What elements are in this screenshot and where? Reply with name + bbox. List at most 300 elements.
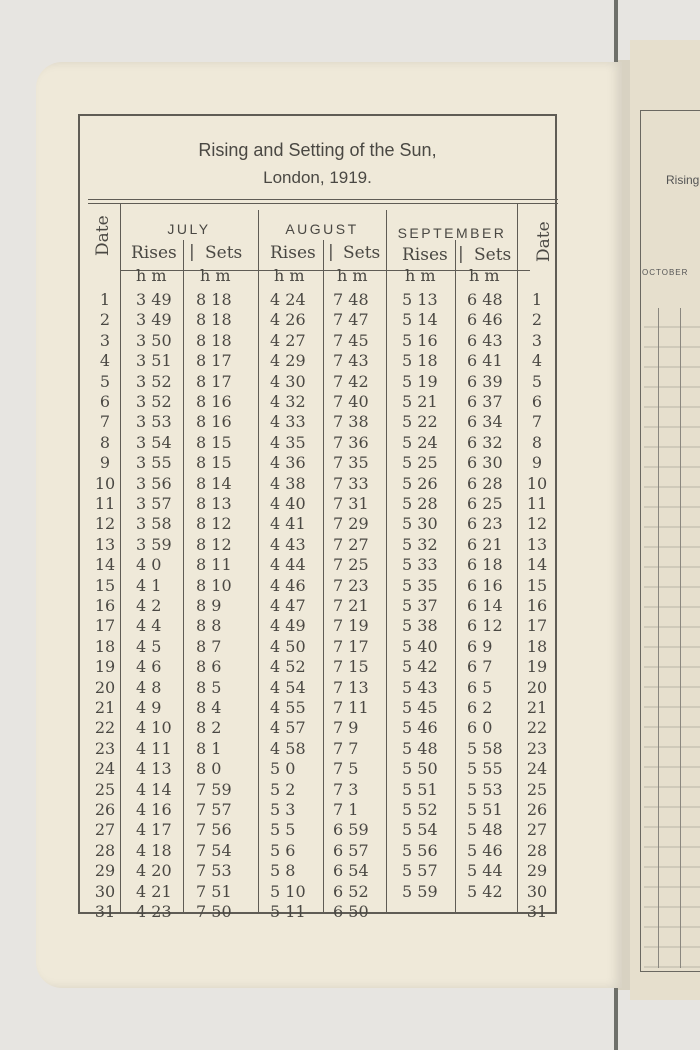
date-cell: 26 <box>94 800 116 819</box>
july-rises: 3 53 <box>136 412 172 432</box>
table-row <box>0 494 700 516</box>
date-cell: 20 <box>94 677 116 697</box>
july-sets: 8 18 <box>196 290 232 309</box>
sets-label: Sets <box>343 243 381 263</box>
september-rises: 5 57 <box>402 861 438 881</box>
july-sets: 8 6 <box>196 657 222 677</box>
september-rises: 5 18 <box>402 351 438 371</box>
august-rises: 5 8 <box>270 861 296 881</box>
table-row <box>0 576 700 598</box>
separator: | <box>458 244 464 264</box>
date-header-right: Date <box>534 221 554 262</box>
july-rises: 3 58 <box>136 514 172 534</box>
date-cell-right: 20 <box>526 677 548 697</box>
september-rises: 5 50 <box>402 759 438 779</box>
date-cell-right: 23 <box>526 738 548 758</box>
september-sets: 5 51 <box>467 800 503 819</box>
sets-label: Sets <box>474 245 512 265</box>
september-rises: 5 51 <box>402 779 438 799</box>
date-cell: 16 <box>94 596 116 615</box>
july-rises: 4 0 <box>136 555 162 575</box>
september-sets: 6 46 <box>467 310 503 330</box>
table-row <box>0 820 700 842</box>
units-label: h m <box>274 266 305 285</box>
august-rises: 5 2 <box>270 779 296 799</box>
july-sets: 8 16 <box>196 392 232 411</box>
july-sets: 8 18 <box>196 310 232 330</box>
august-rises: 4 44 <box>270 555 306 575</box>
date-cell: 29 <box>94 861 116 881</box>
september-sets: 6 32 <box>467 432 503 452</box>
july-rises: 3 56 <box>136 473 172 493</box>
september-sets: 6 43 <box>467 330 503 350</box>
july-rises: 4 13 <box>136 759 172 779</box>
date-cell: 6 <box>99 392 111 411</box>
date-cell: 17 <box>94 616 116 636</box>
august-rises: 5 5 <box>270 820 296 840</box>
date-cell: 23 <box>94 738 116 758</box>
header-rule <box>88 203 558 204</box>
august-sets: 7 33 <box>333 473 369 493</box>
august-sets: 7 13 <box>333 677 369 697</box>
august-sets: 7 23 <box>333 575 369 595</box>
september-sets: 6 2 <box>467 698 493 717</box>
august-rises: 4 36 <box>270 453 306 473</box>
august-sets: 7 3 <box>333 779 359 799</box>
date-cell-right: 19 <box>526 657 548 677</box>
table-row <box>0 882 700 904</box>
september-sets: 6 28 <box>467 473 503 493</box>
separator: | <box>328 242 334 262</box>
date-cell-right: 3 <box>531 330 543 350</box>
date-cell-right: 28 <box>526 840 548 860</box>
september-sets: 6 7 <box>467 657 493 677</box>
date-cell: 10 <box>94 473 116 493</box>
date-cell: 4 <box>99 351 111 371</box>
september-rises: 5 30 <box>402 514 438 534</box>
august-sets: 7 21 <box>333 596 369 615</box>
august-rises: 4 40 <box>270 494 306 513</box>
table-row <box>0 698 700 720</box>
september-rises: 5 22 <box>402 412 438 432</box>
date-cell-right: 1 <box>531 290 543 309</box>
august-sets: 7 5 <box>333 759 359 779</box>
table-row <box>0 759 700 781</box>
july-rises: 4 8 <box>136 677 162 697</box>
july-rises: 3 57 <box>136 494 172 513</box>
july-rises: 4 2 <box>136 596 162 615</box>
august-sets: 7 45 <box>333 330 369 350</box>
july-sets: 7 53 <box>196 861 232 881</box>
july-rises: 4 21 <box>136 881 172 901</box>
july-rises: 3 52 <box>136 371 172 391</box>
august-sets: 7 42 <box>333 371 369 391</box>
july-sets: 8 12 <box>196 514 232 534</box>
header-rule <box>88 199 558 200</box>
july-sets: 8 1 <box>196 738 222 758</box>
next-page-month: OCTOBER <box>642 268 689 277</box>
table-row <box>0 678 700 700</box>
september-rises: 5 24 <box>402 432 438 452</box>
date-cell: 7 <box>99 412 111 432</box>
august-rises: 4 43 <box>270 534 306 554</box>
july-rises: 3 52 <box>136 392 172 411</box>
september-rises: 5 52 <box>402 800 438 819</box>
table-row <box>0 453 700 475</box>
july-sets: 8 9 <box>196 596 222 615</box>
date-cell-right: 26 <box>526 800 548 819</box>
september-rises: 5 42 <box>402 657 438 677</box>
august-rises: 5 10 <box>270 881 306 901</box>
august-rises: 5 6 <box>270 840 296 860</box>
july-rises: 4 16 <box>136 800 172 819</box>
july-rises: 3 51 <box>136 351 172 371</box>
august-sets: 7 38 <box>333 412 369 432</box>
july-rises: 4 10 <box>136 718 172 738</box>
table-row <box>0 412 700 434</box>
august-sets: 7 17 <box>333 636 369 656</box>
september-rises: 5 26 <box>402 473 438 493</box>
september-sets: 5 46 <box>467 840 503 860</box>
units-label: h m <box>405 266 436 285</box>
month-august: AUGUST <box>285 221 359 237</box>
august-sets: 6 59 <box>333 820 369 840</box>
september-rises: 5 48 <box>402 738 438 758</box>
july-rises: 4 20 <box>136 861 172 881</box>
table-row <box>0 861 700 883</box>
september-rises: 5 19 <box>402 371 438 391</box>
rises-label: Rises <box>131 243 177 263</box>
september-sets: 5 48 <box>467 820 503 840</box>
july-sets: 8 5 <box>196 677 222 697</box>
august-sets: 7 9 <box>333 718 359 738</box>
date-cell-right: 16 <box>526 596 548 615</box>
august-sets: 6 50 <box>333 902 369 921</box>
july-rises: 3 55 <box>136 453 172 473</box>
september-sets: 6 34 <box>467 412 503 432</box>
table-row <box>0 902 700 924</box>
august-rises: 4 27 <box>270 330 306 350</box>
table-title: Rising and Setting of the Sun, <box>198 140 437 160</box>
table-row <box>0 657 700 679</box>
units-label: h m <box>337 266 368 285</box>
date-cell-right: 6 <box>531 392 543 411</box>
august-rises: 4 33 <box>270 412 306 432</box>
table-row <box>0 310 700 332</box>
july-sets: 8 17 <box>196 371 232 391</box>
august-rises: 4 38 <box>270 473 306 493</box>
august-rises: 4 57 <box>270 718 306 738</box>
july-sets: 8 12 <box>196 534 232 554</box>
july-sets: 8 2 <box>196 718 222 738</box>
table-row <box>0 474 700 496</box>
august-sets: 7 31 <box>333 494 369 513</box>
august-rises: 4 24 <box>270 290 306 309</box>
rises-label: Rises <box>270 243 316 263</box>
date-cell: 21 <box>94 698 116 717</box>
date-cell-right: 22 <box>526 718 548 738</box>
date-cell-right: 18 <box>526 636 548 656</box>
august-sets: 7 48 <box>333 290 369 309</box>
august-rises: 4 30 <box>270 371 306 391</box>
table-row <box>0 596 700 618</box>
august-rises: 4 50 <box>270 636 306 656</box>
july-rises: 4 4 <box>136 616 162 636</box>
date-cell: 2 <box>99 310 111 330</box>
date-cell-right: 15 <box>526 575 548 595</box>
august-rises: 5 11 <box>270 902 306 921</box>
date-cell-right: 5 <box>531 371 543 391</box>
date-cell-right: 2 <box>531 310 543 330</box>
july-sets: 8 13 <box>196 494 232 513</box>
august-rises: 4 32 <box>270 392 306 411</box>
august-rises: 4 35 <box>270 432 306 452</box>
august-sets: 7 27 <box>333 534 369 554</box>
date-cell: 13 <box>94 534 116 554</box>
august-rises: 4 41 <box>270 514 306 534</box>
table-row <box>0 535 700 557</box>
date-cell-right: 13 <box>526 534 548 554</box>
date-cell: 8 <box>99 432 111 452</box>
units-label: h m <box>469 266 500 285</box>
august-sets: 7 25 <box>333 555 369 575</box>
date-cell-right: 14 <box>526 555 548 575</box>
units-label: h m <box>200 266 231 285</box>
july-rises: 4 18 <box>136 840 172 860</box>
august-sets: 7 35 <box>333 453 369 473</box>
august-sets: 6 57 <box>333 840 369 860</box>
table-row <box>0 780 700 802</box>
date-cell: 28 <box>94 840 116 860</box>
september-rises: 5 56 <box>402 840 438 860</box>
table-row <box>0 739 700 761</box>
date-cell-right: 11 <box>526 494 548 513</box>
date-cell: 24 <box>94 759 116 779</box>
date-cell-right: 24 <box>526 759 548 779</box>
september-sets: 6 0 <box>467 718 493 738</box>
september-sets: 5 42 <box>467 881 503 901</box>
august-sets: 6 52 <box>333 881 369 901</box>
september-sets: 5 44 <box>467 861 503 881</box>
july-sets: 8 4 <box>196 698 222 717</box>
september-sets: 6 48 <box>467 290 503 309</box>
september-sets: 6 18 <box>467 555 503 575</box>
august-rises: 4 46 <box>270 575 306 595</box>
date-cell-right: 12 <box>526 514 548 534</box>
september-rises: 5 43 <box>402 677 438 697</box>
table-row <box>0 331 700 353</box>
august-rises: 4 26 <box>270 310 306 330</box>
table-row <box>0 433 700 455</box>
date-cell-right: 30 <box>526 881 548 901</box>
september-rises: 5 45 <box>402 698 438 717</box>
date-cell-right: 29 <box>526 861 548 881</box>
july-sets: 8 17 <box>196 351 232 371</box>
september-rises: 5 16 <box>402 330 438 350</box>
date-cell-right: 17 <box>526 616 548 636</box>
date-cell: 9 <box>99 453 111 473</box>
september-sets: 5 55 <box>467 759 503 779</box>
july-sets: 8 15 <box>196 432 232 452</box>
september-rises: 5 46 <box>402 718 438 738</box>
july-sets: 8 11 <box>196 555 232 575</box>
july-sets: 8 0 <box>196 759 222 779</box>
september-rises: 5 37 <box>402 596 438 615</box>
july-rises: 4 11 <box>136 738 172 758</box>
date-cell: 27 <box>94 820 116 840</box>
august-sets: 7 47 <box>333 310 369 330</box>
september-rises: 5 35 <box>402 575 438 595</box>
september-sets: 6 12 <box>467 616 503 636</box>
september-sets: 6 25 <box>467 494 503 513</box>
july-sets: 7 59 <box>196 779 232 799</box>
date-cell-right: 4 <box>531 351 543 371</box>
september-sets: 6 9 <box>467 636 493 656</box>
table-row <box>0 514 700 536</box>
july-rises: 4 17 <box>136 820 172 840</box>
august-rises: 4 58 <box>270 738 306 758</box>
date-cell: 25 <box>94 779 116 799</box>
date-cell-right: 31 <box>526 902 548 921</box>
next-page-title: Rising <box>666 173 700 187</box>
august-rises: 4 55 <box>270 698 306 717</box>
date-cell-right: 7 <box>531 412 543 432</box>
table-row <box>0 637 700 659</box>
july-sets: 8 14 <box>196 473 232 493</box>
july-rises: 3 50 <box>136 330 172 350</box>
date-cell: 19 <box>94 657 116 677</box>
august-rises: 4 54 <box>270 677 306 697</box>
july-sets: 8 18 <box>196 330 232 350</box>
date-cell-right: 10 <box>526 473 548 493</box>
august-sets: 7 19 <box>333 616 369 636</box>
july-sets: 8 8 <box>196 616 222 636</box>
july-rises: 4 1 <box>136 575 162 595</box>
august-rises: 4 29 <box>270 351 306 371</box>
september-sets: 5 58 <box>467 738 503 758</box>
date-cell: 15 <box>94 575 116 595</box>
september-rises: 5 40 <box>402 636 438 656</box>
july-sets: 7 50 <box>196 902 232 921</box>
date-cell: 11 <box>94 494 116 513</box>
july-rises: 4 9 <box>136 698 162 717</box>
rises-label: Rises <box>402 245 448 265</box>
september-sets: 6 37 <box>467 392 503 411</box>
table-row <box>0 372 700 394</box>
date-cell: 1 <box>99 290 111 309</box>
july-rises: 4 5 <box>136 636 162 656</box>
date-cell: 12 <box>94 514 116 534</box>
table-row <box>0 555 700 577</box>
july-sets: 7 51 <box>196 881 232 901</box>
july-sets: 8 15 <box>196 453 232 473</box>
month-july: JULY <box>167 221 211 237</box>
july-sets: 8 7 <box>196 636 222 656</box>
august-rises: 4 47 <box>270 596 306 615</box>
date-cell: 14 <box>94 555 116 575</box>
table-row <box>0 351 700 373</box>
date-cell: 5 <box>99 371 111 391</box>
september-rises: 5 28 <box>402 494 438 513</box>
september-sets: 6 39 <box>467 371 503 391</box>
date-cell: 22 <box>94 718 116 738</box>
july-sets: 7 57 <box>196 800 232 819</box>
september-rises: 5 38 <box>402 616 438 636</box>
september-sets: 6 21 <box>467 534 503 554</box>
date-header-left: Date <box>93 215 113 256</box>
date-cell-right: 25 <box>526 779 548 799</box>
units-label: h m <box>136 266 167 285</box>
august-sets: 7 1 <box>333 800 359 819</box>
july-rises: 4 14 <box>136 779 172 799</box>
september-rises: 5 33 <box>402 555 438 575</box>
september-sets: 6 41 <box>467 351 503 371</box>
september-sets: 6 5 <box>467 677 493 697</box>
table-row <box>0 616 700 638</box>
august-rises: 4 49 <box>270 616 306 636</box>
september-sets: 6 30 <box>467 453 503 473</box>
date-cell: 18 <box>94 636 116 656</box>
table-row <box>0 800 700 822</box>
august-sets: 7 36 <box>333 432 369 452</box>
august-rises: 4 52 <box>270 657 306 677</box>
august-sets: 7 7 <box>333 738 359 758</box>
september-sets: 5 53 <box>467 779 503 799</box>
date-cell-right: 27 <box>526 820 548 840</box>
august-rises: 5 3 <box>270 800 296 819</box>
september-rises: 5 54 <box>402 820 438 840</box>
sets-label: Sets <box>205 243 243 263</box>
september-sets: 6 23 <box>467 514 503 534</box>
august-sets: 7 40 <box>333 392 369 411</box>
date-cell-right: 8 <box>531 432 543 452</box>
august-rises: 5 0 <box>270 759 296 779</box>
july-sets: 8 16 <box>196 412 232 432</box>
july-rises: 4 6 <box>136 657 162 677</box>
july-rises: 4 23 <box>136 902 172 921</box>
august-sets: 6 54 <box>333 861 369 881</box>
separator: | <box>189 242 195 262</box>
july-sets: 7 54 <box>196 840 232 860</box>
august-sets: 7 29 <box>333 514 369 534</box>
august-sets: 7 15 <box>333 657 369 677</box>
september-rises: 5 59 <box>402 881 438 901</box>
september-sets: 6 14 <box>467 596 503 615</box>
month-september: SEPTEMBER <box>397 225 507 241</box>
table-row <box>0 392 700 414</box>
table-row <box>0 290 700 312</box>
july-sets: 7 56 <box>196 820 232 840</box>
september-rises: 5 25 <box>402 453 438 473</box>
september-sets: 6 16 <box>467 575 503 595</box>
july-sets: 8 10 <box>196 575 232 595</box>
september-rises: 5 14 <box>402 310 438 330</box>
table-row <box>0 718 700 740</box>
july-rises: 3 59 <box>136 534 172 554</box>
date-cell-right: 21 <box>526 698 548 717</box>
september-rises: 5 32 <box>402 534 438 554</box>
table-row <box>0 841 700 863</box>
august-sets: 7 43 <box>333 351 369 371</box>
date-cell: 31 <box>94 902 116 921</box>
july-rises: 3 49 <box>136 290 172 309</box>
table-subtitle: London, 1919. <box>263 168 372 187</box>
august-sets: 7 11 <box>333 698 369 717</box>
july-rises: 3 54 <box>136 432 172 452</box>
date-cell: 3 <box>99 330 111 350</box>
september-rises: 5 13 <box>402 290 438 309</box>
date-cell: 30 <box>94 881 116 901</box>
